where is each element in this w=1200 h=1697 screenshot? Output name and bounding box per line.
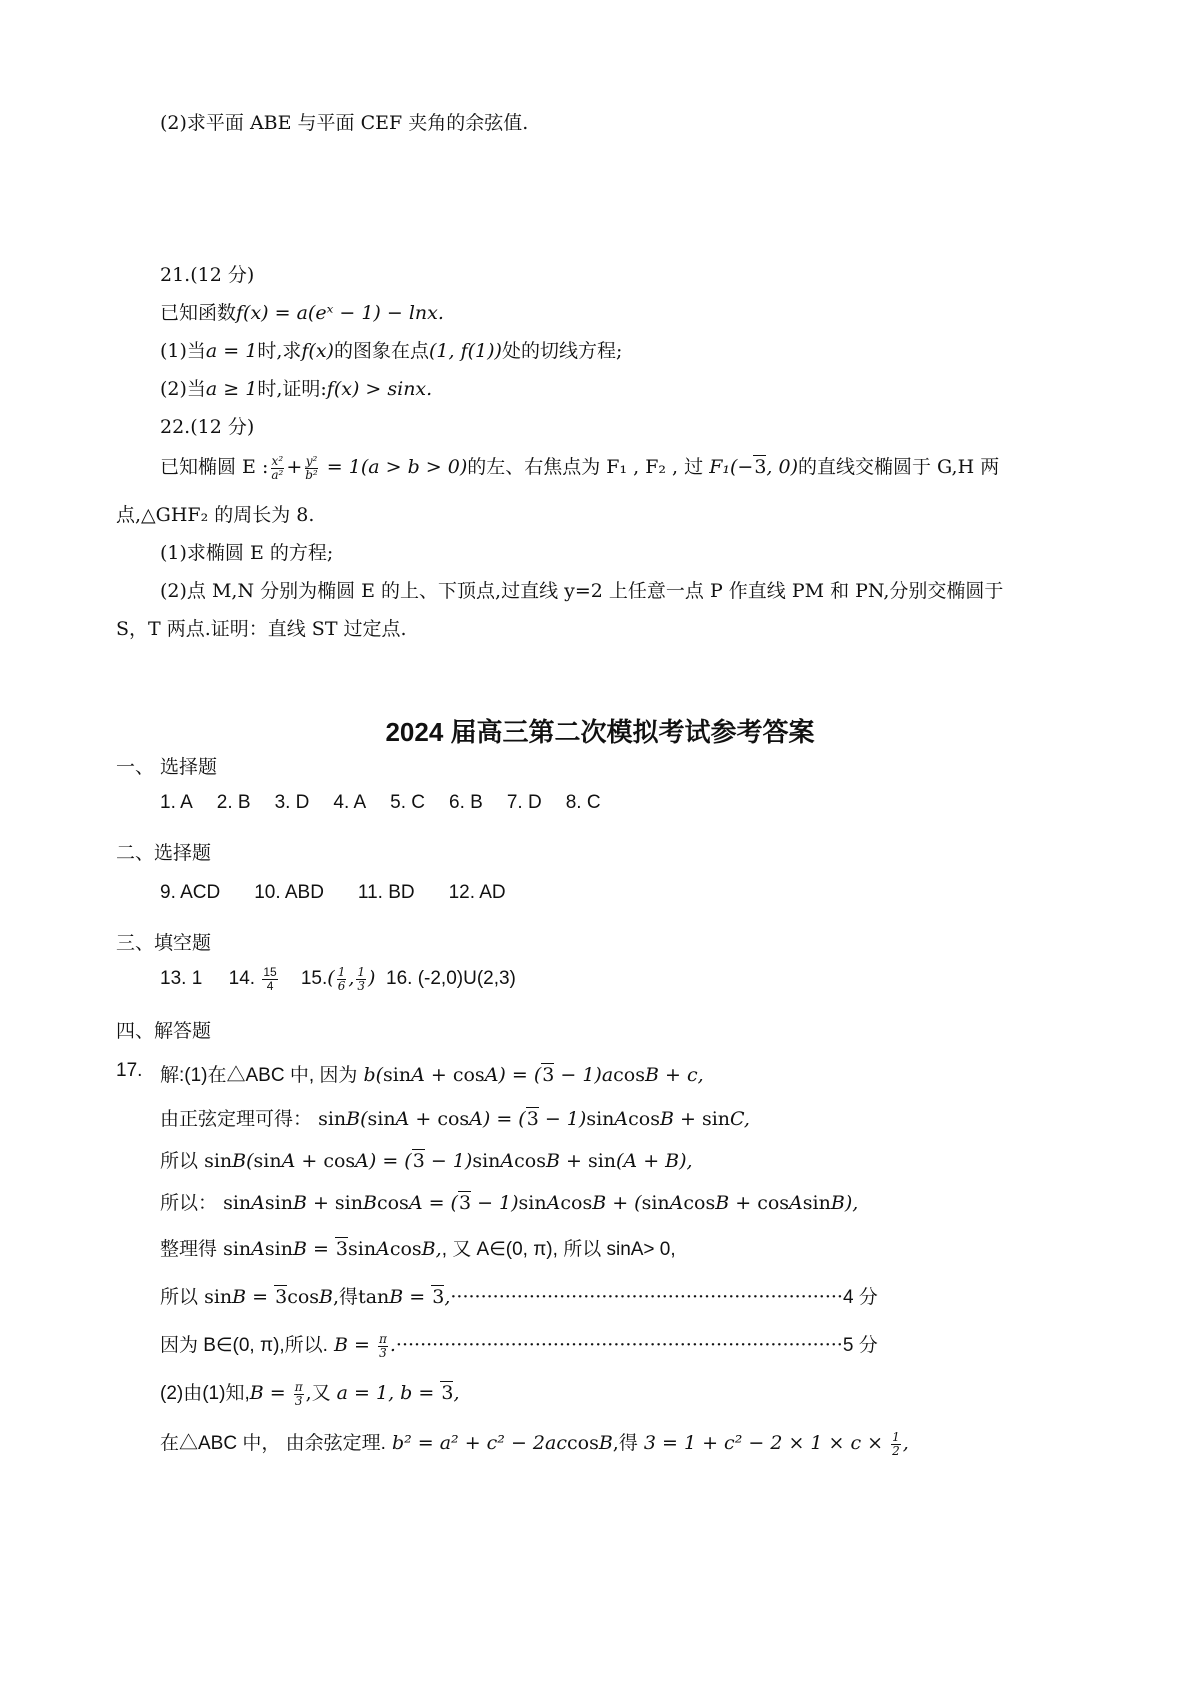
q17-number: 17. — [116, 1060, 143, 1081]
q17-line1: 解:(1)在△ABC 中, 因为 b(sinA + cosA) = (3 − 1)acosB + c, — [160, 1064, 704, 1086]
q22-stem: 已知椭圆 E : $\frac{\text{x²}}{\text{a²}}$ + $\frac{\text{y²}}{\text{b²}}$ = 1(a > b > 0)的左、右焦点为 F₁ , F₂ , 过 F₁(−3, 0)的直线交椭圆于 G,H 两 — [160, 453, 1000, 482]
q22-stem-line2: 点,△GHF₂ 的周长为 8. — [116, 504, 315, 526]
q17-line9: 在△ABC 中， 由余弦定理. b² = a² + c² − 2accosB,得 3 = 1 + c² − 2 × 1 × c × $\frac{1}{2}$ , — [160, 1429, 909, 1458]
q22-part1: (1)求椭圆 E 的方程; — [160, 542, 334, 564]
q17-line2: 由正弦定理可得： sinB(sinA + cosA) = (3 − 1)sinAcosB + sinC, — [160, 1108, 750, 1130]
q22-header: 22.(12 分) — [160, 416, 255, 438]
q17-line8: (2)由(1)知,B = $\frac{\pi}{3}$ ,又 a = 1, b = 3, — [160, 1379, 460, 1408]
q17-line7: 因为 B∈(0, π),所以. B = $\frac{\pi}{3}$ .··········································································5 分 — [160, 1331, 878, 1360]
q21-part1: (1)当a = 1时,求f(x)的图象在点(1, f(1))处的切线方程; — [160, 340, 623, 362]
answer-title: 2024 届高三第二次模拟考试参考答案 — [385, 717, 815, 747]
q20-part2: (2)求平面 ABE 与平面 CEF 夹角的余弦值. — [160, 112, 529, 134]
section3-answers: 13. 1 14. $\frac{15}{4}$ 15.( $\frac{1}{6}$ , $\frac{1}{3}$ ) 16. (-2,0)U(2,3) — [160, 965, 516, 993]
q21-part2: (2)当a ≥ 1时,证明:f(x) > sinx. — [160, 378, 433, 400]
section3-label: 三、填空题 — [116, 932, 212, 954]
section4-label: 四、解答题 — [116, 1020, 212, 1042]
q21-stem: 已知函数f(x) = a(eˣ − 1) − lnx. — [160, 302, 444, 324]
section2-label: 二、选择题 — [116, 842, 212, 864]
q17-line3: 所以 sinB(sinA + cosA) = (3 − 1)sinAcosB + sin(A + B), — [160, 1150, 693, 1172]
q17-line4: 所以： sinAsinB + sinBcosA = (3 − 1)sinAcosB + (sinAcosB + cosAsinB), — [160, 1192, 859, 1214]
section1-label: 一、 选择题 — [116, 756, 218, 778]
q21-header: 21.(12 分) — [160, 264, 255, 286]
q22-part2-line1: (2)点 M,N 分别为椭圆 E 的上、下顶点,过直线 y=2 上任意一点 P 作直线 PM 和 PN,分别交椭圆于 — [160, 580, 1004, 602]
section2-answers: 9. ACD 10. ABD 11. BD 12. AD — [160, 882, 506, 903]
q17-line6: 所以 sinB = 3cosB,得tanB = 3,·································································4 分 — [160, 1286, 878, 1308]
q22-part2-line2: S，T 两点.证明：直线 ST 过定点. — [116, 618, 407, 640]
section1-answers: 1. A 2. B 3. D 4. A 5. C 6. B 7. D 8. C — [160, 792, 601, 813]
q17-line5: 整理得 sinAsinB = 3sinAcosB,, 又 A∈(0, π), 所以 sinA> 0, — [160, 1238, 676, 1260]
